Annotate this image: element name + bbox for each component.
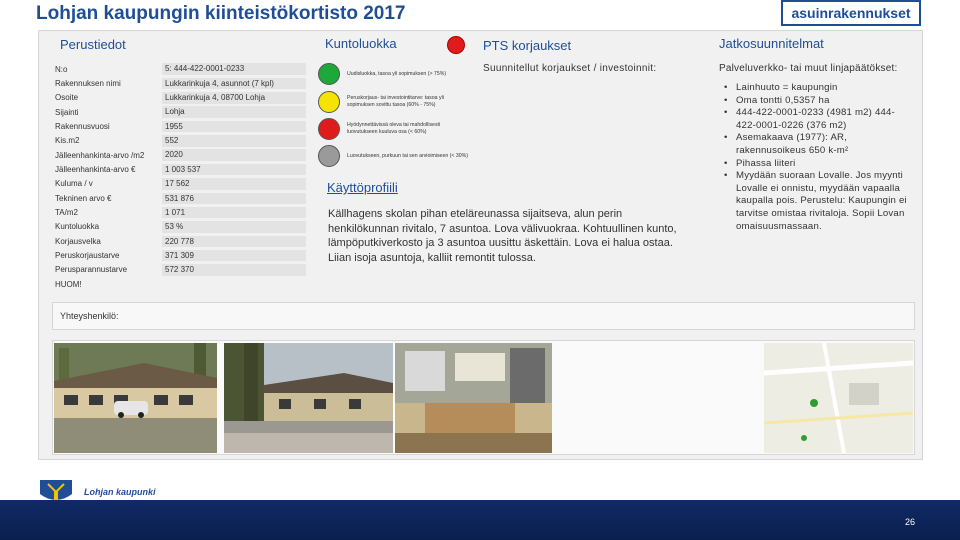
lohja-crest-icon [38, 478, 74, 506]
legend-item-grey [318, 145, 472, 167]
row-label: Peruskorjaustarve [55, 251, 120, 261]
row-label: Rakennuksen nimi [55, 79, 121, 89]
row-value: 1 003 537 [162, 164, 306, 176]
row-value: Lohja [162, 106, 306, 118]
red-dot-icon [318, 118, 340, 140]
table-row [52, 205, 306, 219]
row-value: 572 370 [162, 264, 306, 276]
row-label: Sijainti [55, 107, 79, 117]
table-row [52, 162, 306, 176]
table-row [52, 105, 306, 119]
legend-text: Peruskorjaus- tai investointitarve: tasoa yli sopimuksen sovittu tasoa (60% - 75%) [347, 95, 444, 108]
row-value: 531 876 [162, 193, 306, 205]
row-label: Korjausvelka [55, 236, 101, 246]
table-row [52, 263, 306, 277]
basic-info-table [52, 62, 306, 292]
row-label: Perusparannustarve [55, 265, 128, 275]
table-row [52, 277, 306, 291]
building-photo-1 [54, 343, 217, 453]
legend-text: Luovutukseen, purkuun tai sen arvioimiseen (< 30%) [347, 152, 468, 159]
row-value: 5: 444-422-0001-0233 [162, 63, 306, 75]
condition-status-indicator [447, 36, 465, 54]
row-label: Jälleenhankinta-arvo /m2 [55, 150, 145, 160]
pts-heading: PTS korjaukset [483, 38, 572, 53]
row-value: Lukkarinkuja 4, asunnot (7 kpl) [162, 78, 306, 90]
row-value: Lukkarinkuja 4, 08700 Lohja [162, 92, 306, 104]
table-row [52, 177, 306, 191]
contact-box [52, 302, 915, 330]
contact-label: Yhteyshenkilö: [60, 311, 119, 321]
building-photo-2 [224, 343, 393, 453]
jatko-list [724, 82, 914, 233]
table-row [52, 234, 306, 248]
row-label: Tekninen arvo € [55, 193, 112, 203]
perustiedot-heading: Perustiedot [60, 37, 126, 52]
list-item: • Asemakaava (1977): AR, rakennusoikeus 650 k-m² [724, 132, 914, 157]
row-value: 17 562 [162, 178, 306, 190]
table-row [52, 91, 306, 105]
page-title: Lohjan kaupungin kiinteistökortisto 2017 [36, 3, 406, 24]
category-badge: asuinrakennukset [781, 0, 921, 26]
kayttoprofiili-text: Källhagens skolan pihan eteläreunassa sijaitseva, alun perin henkilökunnan rivitalo, 7 asuntoa. Lova välivuokraa. Kohtuullinen kunto, lämpöputkiverkosto ja 3 asuntoa uusittu äskettäin. Lova ei halua ostaa. Liian isoja asuntoja, kalliit remontit tulossa. [328, 208, 677, 264]
location-map [764, 343, 913, 453]
list-item: • 444-422-0001-0233 (4981 m2) 444-422-0001-0226 (376 m2) [724, 107, 914, 132]
grey-dot-icon [318, 145, 340, 167]
legend-item-green [318, 63, 472, 85]
map-graphic [764, 343, 913, 453]
kayttoprofiili-heading: Käyttöprofiili [327, 180, 398, 195]
footer-bar [0, 500, 960, 540]
row-label: HUOM! [55, 279, 82, 289]
interior-photo [395, 343, 552, 453]
row-label: Rakennusvuosi [55, 122, 110, 132]
table-row [52, 134, 306, 148]
table-row [52, 148, 306, 162]
yellow-dot-icon [318, 91, 340, 113]
row-value: 1 071 [162, 207, 306, 219]
kuntoluokka-heading: Kuntoluokka [325, 36, 397, 51]
table-row [52, 62, 306, 76]
page-number: 26 [904, 517, 915, 527]
row-value: 53 % [162, 221, 306, 233]
row-value [162, 279, 306, 291]
table-row [52, 220, 306, 234]
row-value: 2020 [162, 149, 306, 161]
table-row [52, 119, 306, 133]
row-label: Kis.m2 [55, 136, 80, 146]
legend-text: Uudisluokka, tasoa yli sopimuksen (> 75%) [347, 70, 447, 77]
jatko-lead: Palveluverkko- tai muut linjapäätökset: [719, 63, 898, 74]
list-item: • Myydään suoraan Lovalle. Jos myynti Lovalle ei onnistu, myydään vapaalla kaupalla pois. Perustelu: Kaupungin ei tarvitse omistaa rivitaloja. Sopii Lovan omaisuusmassaan. [724, 170, 914, 233]
row-value: 552 [162, 135, 306, 147]
list-item: • Pihassa liiteri [724, 158, 914, 171]
row-label: Kuluma / v [55, 179, 93, 189]
table-row [52, 76, 306, 90]
row-value: 371 309 [162, 250, 306, 262]
green-dot-icon [318, 63, 340, 85]
table-row [52, 248, 306, 262]
row-label: TA/m2 [55, 208, 78, 218]
row-value: 1955 [162, 121, 306, 133]
row-label: Jälleenhankinta-arvo € [55, 165, 136, 175]
pts-text: Suunnitellut korjaukset / investoinnit: [483, 63, 657, 74]
row-value: 220 778 [162, 236, 306, 248]
list-item: • Oma tontti 0,5357 ha [724, 95, 914, 108]
row-label: Osoite [55, 93, 79, 103]
jatko-heading: Jatkosuunnitelmat [719, 36, 824, 51]
legend-text: Hyödynnettävissä oleva tai mahdollisesti luovutukseen kuuluva osa (< 60%) [347, 122, 441, 135]
table-row [52, 191, 306, 205]
list-item: • Lainhuuto = kaupungin [724, 82, 914, 95]
row-label: N:o [55, 64, 68, 74]
logo-text: Lohjan kaupunki [84, 487, 156, 497]
row-label: Kuntoluokka [55, 222, 100, 232]
legend-item-red [318, 118, 472, 140]
legend-item-yellow [318, 91, 472, 113]
